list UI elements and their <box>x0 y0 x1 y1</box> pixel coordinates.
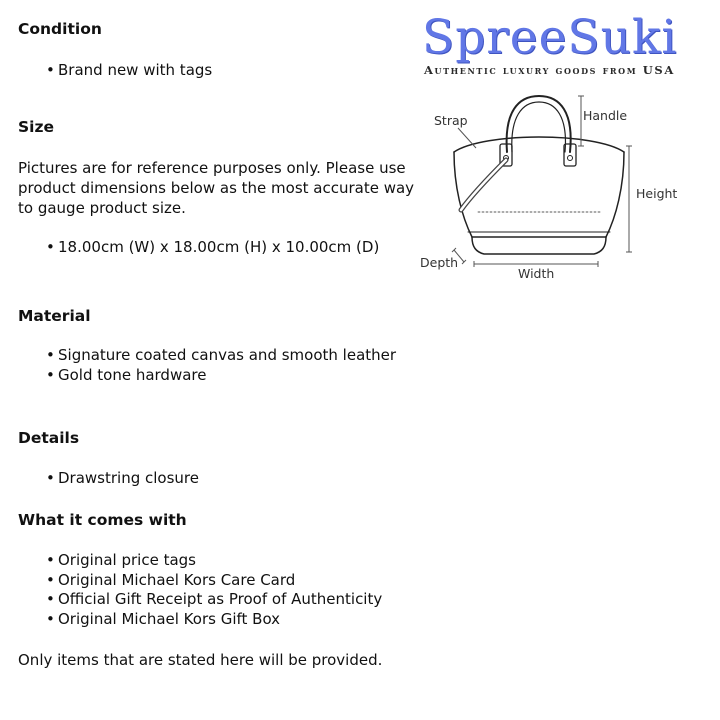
material-heading: Material <box>18 307 91 325</box>
list-item: • Official Gift Receipt as Proof of Authenticity <box>46 589 382 609</box>
list-item: • Gold tone hardware <box>46 365 396 385</box>
size-list <box>46 237 379 257</box>
comes-with-heading: What it comes with <box>18 511 187 529</box>
size-note: Pictures are for reference purposes only. Please use product dimensions below as the most accurate way to gauge product size. <box>18 159 415 217</box>
width-label: Width <box>518 266 555 281</box>
brand-name: SpreeSuki <box>422 10 678 65</box>
height-label: Height <box>636 186 678 201</box>
size-heading: Size <box>18 118 55 136</box>
list-item: • Original Michael Kors Care Card <box>46 570 382 590</box>
list-item: • Drawstring closure <box>46 468 199 488</box>
list-item: • 18.00cm (W) x 18.00cm (H) x 10.00cm (D) <box>46 237 379 257</box>
strap-label: Strap <box>434 113 468 128</box>
list-item: • Signature coated canvas and smooth leather <box>46 345 396 365</box>
list-item: • Original Michael Kors Gift Box <box>46 609 382 629</box>
details-heading: Details <box>18 429 80 447</box>
brand-tagline: Authentic luxury goods from USA <box>424 63 675 77</box>
brand-logo <box>422 12 718 80</box>
material-list <box>46 345 396 384</box>
condition-heading: Condition <box>18 20 102 38</box>
depth-label: Depth <box>420 255 459 270</box>
bag-dimensions-diagram <box>414 92 694 292</box>
details-list <box>46 468 199 488</box>
comes-with-list <box>46 550 382 628</box>
condition-list <box>46 60 212 80</box>
footer-note: Only items that are stated here will be provided. <box>18 651 383 669</box>
handle-label: Handle <box>583 108 628 123</box>
list-item: • Brand new with tags <box>46 60 212 80</box>
list-item: • Original price tags <box>46 550 382 570</box>
